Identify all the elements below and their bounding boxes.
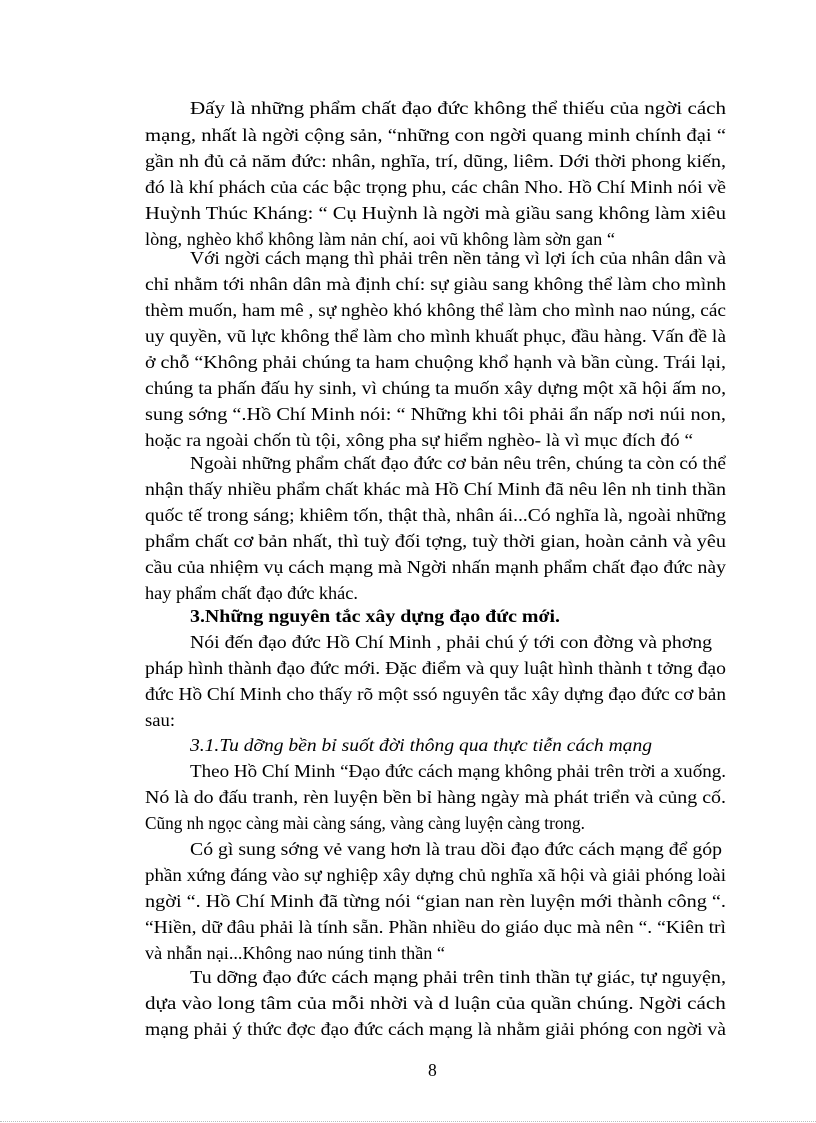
text-line: Nói đến đạo đức Hồ Chí Minh , phải chú ý tới con đờng và phơng: [190, 632, 712, 652]
text-line: quốc tế trong sáng; khiêm tốn, thật thà, nhân ái...Có nghĩa là, ngoài những: [145, 505, 726, 525]
text-line: lòng, nghèo khổ không làm nản chí, aoi vũ không làm sờn gan “: [145, 229, 615, 249]
page-bottom-rule: [0, 1121, 816, 1122]
text-line: Tu dỡng đạo đức cách mạng phải trên tinh thần tự giác, tự nguyện,: [190, 967, 726, 987]
text-line: phẩm chất cơ bản nhất, thì tuỳ đối tợng, tuỳ thời gian, hoàn cảnh và yêu: [145, 531, 726, 551]
text-line: chúng ta phấn đấu hy sinh, vì chúng ta muốn xây dựng một xã hội ấm no,: [145, 378, 726, 398]
section-heading: 3.Những nguyên tắc xây dựng đạo đức mới.: [190, 606, 560, 626]
text-line: và nhẫn nại...Không nao núng tinh thần “: [145, 943, 445, 963]
text-line: Ngoài những phẩm chất đạo đức cơ bản nêu trên, chúng ta còn có thể: [190, 453, 726, 473]
subsection-heading: 3.1.Tu dỡng bền bỉ suốt đời thông qua thực tiễn cách mạng: [190, 735, 652, 755]
text-line: ở chỗ “Không phải chúng ta ham chuộng khổ hạnh và bần cùng. Trái lại,: [145, 352, 726, 372]
text-line: dựa vào long tâm của mỗi nhời và d luận của quần chúng. Ngời cách: [145, 993, 726, 1013]
text-line: Có gì sung sớng vẻ vang hơn là trau dồi đạo đức cách mạng để góp: [190, 839, 722, 859]
text-line: Đấy là những phẩm chất đạo đức không thể thiếu của ngời cách: [190, 98, 726, 118]
text-line: Với ngời cách mạng thì phải trên nền tảng vì lợi ích của nhân dân và: [190, 248, 726, 268]
text-line: gần nh đủ cả năm đức: nhân, nghĩa, trí, dũng, liêm. Dới thời phong kiến,: [145, 151, 726, 171]
page-number: 8: [428, 1060, 437, 1080]
text-line: cầu của nhiệm vụ cách mạng mà Ngời nhấn mạnh phẩm chất đạo đức này: [145, 557, 726, 577]
text-line: Theo Hồ Chí Minh “Đạo đức cách mạng không phải trên trời a xuống.: [190, 761, 726, 781]
text-line: pháp hình thành đạo đức mới. Đặc điểm và quy luật hình thành t tởng đạo: [145, 658, 726, 678]
text-line: phần xứng đáng vào sự nghiệp xây dựng chủ nghĩa xã hội và giải phóng loài: [145, 865, 726, 885]
text-line: thèm muốn, ham mê , sự nghèo khó không thể làm cho mình nao núng, các: [145, 300, 726, 320]
text-line: “Hiền, dữ đâu phải là tính sẵn. Phần nhiều do giáo dục mà nên “. “Kiên trì: [145, 917, 726, 937]
text-line: sung sớng “.Hồ Chí Minh nói: “ Những khi tôi phải ẩn nấp nơi núi non,: [145, 404, 726, 424]
text-line: Huỳnh Thúc Kháng: “ Cụ Huỳnh là ngời mà giầu sang không làm xiêu: [145, 203, 726, 223]
text-line: Nó là do đấu tranh, rèn luyện bền bỉ hàng ngày mà phát triển và củng cố.: [145, 787, 726, 807]
text-line: đức Hồ Chí Minh cho thấy rõ một ssó nguyên tắc xây dựng đạo đức cơ bản: [145, 684, 726, 704]
text-line: ngời “. Hồ Chí Minh đã từng nói “gian nan rèn luyện mới thành công “.: [145, 891, 726, 911]
text-line: đó là khí phách của các bậc trọng phu, các chân Nho. Hồ Chí Minh nói về: [145, 177, 726, 197]
text-line: chỉ nhằm tới nhân dân mà định chí: sự giàu sang không thể làm cho mình: [145, 274, 726, 294]
text-line: uy quyền, vũ lực không thể làm cho mình khuất phục, đầu hàng. Vấn đề là: [145, 326, 726, 346]
text-line: hoặc ra ngoài chốn tù tội, xông pha sự hiểm nghèo- là vì mục đích đó “: [145, 430, 693, 450]
text-line: hay phẩm chất đạo đức khác.: [145, 583, 358, 603]
text-line: nhận thấy nhiều phẩm chất khác mà Hồ Chí Minh đã nêu lên nh tinh thần: [145, 479, 726, 499]
text-line: mạng phải ý thức đợc đạo đức cách mạng là nhằm giải phóng con ngời và: [145, 1019, 726, 1039]
text-line: mạng, nhất là ngời cộng sản, “những con ngời quang minh chính đại “: [145, 125, 726, 145]
text-line: sau:: [145, 710, 175, 730]
text-line: Cũng nh ngọc càng mài càng sáng, vàng càng luyện càng trong.: [145, 813, 585, 833]
